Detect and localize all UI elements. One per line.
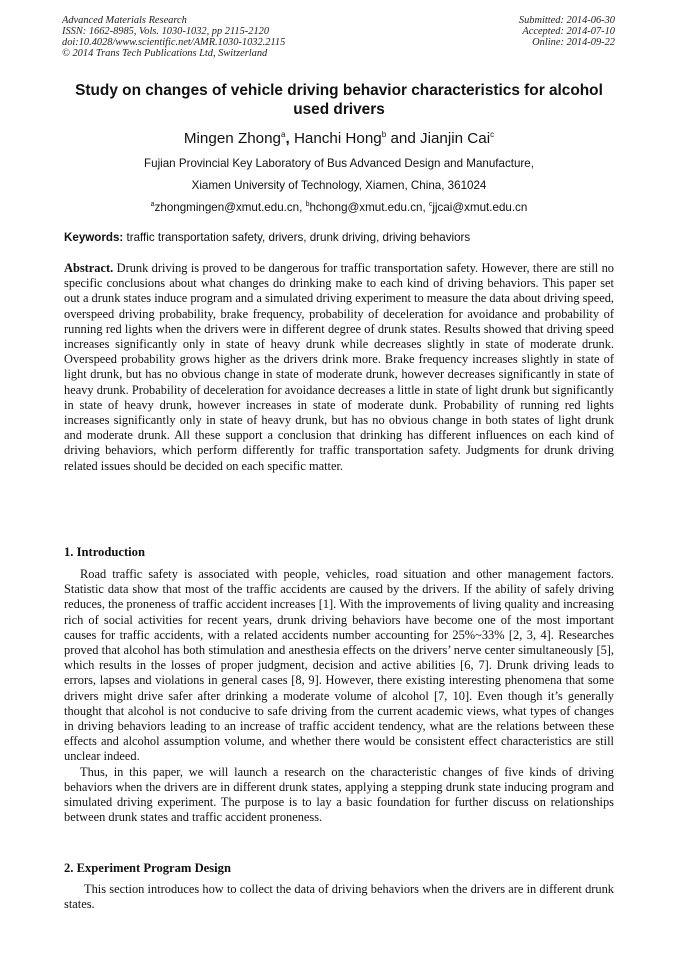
journal-name: Advanced Materials Research <box>62 15 187 26</box>
journal-info <box>62 15 285 59</box>
experiment-body <box>64 882 614 912</box>
abstract-text: Drunk driving is proved to be dangerous for traffic transportation safety. However, there are still no specific conclusions about what changes do drinking make to each kind of driving behaviors. This paper set out a drunk states induce program and a simulated driving experiment to measure the data about driving speed, overspeed driving probability, brake frequency, probability of deceleration for avoidance and probability of running red lights when the drivers were in different degree of drunk states. Results showed that driving speed increases significantly only in state of heavy drunk while decreases slightly in state of moderate drunk. Overspeed probability grows higher as the drivers drink more. Brake frequency increases slightly in state of light drunk, but has no obvious change in state of moderate drunk, however decreases significantly in state of heavy drunk. Probability of deceleration for avoidance decreases a little in state of light drunk but significantly in state of heavy drunk, however increases in state of moderate dunk. Probability of running red lights increases significantly only in state of heavy drunk, but has no obvious change in both states of light drunk and moderate drunk. All these support a conclusion that drinking has different influences on each kind of driving behaviors, which perform differently for traffic transportation safety. Judgments for drunk driving related issues should be decided on each specific matter. <box>64 261 614 473</box>
email-address[interactable]: zhongmingen@xmut.edu.cn, <box>154 201 303 214</box>
email-mark: b <box>305 201 310 208</box>
publication-dates <box>519 15 615 48</box>
author-name: Jianjin Cai <box>420 130 491 147</box>
paragraph: This section introduces how to collect the data of driving behaviors when the drivers are in different drunk states. <box>64 882 614 912</box>
author-separator: and <box>390 130 416 147</box>
issn-line: ISSN: 1662-8985, Vols. 1030-1032, pp 2115-2120 <box>62 26 270 38</box>
keywords-label: Keywords: <box>64 231 124 244</box>
introduction-body <box>64 567 614 825</box>
author-name: Mingen Zhong <box>183 130 282 147</box>
email-address[interactable]: jjcai@xmut.edu.cn <box>432 201 528 214</box>
author-affil-mark: c <box>490 130 495 139</box>
author-emails <box>60 201 618 215</box>
doi-line: doi:10.4028/www.scientific.net/AMR.1030-1032.2115 <box>62 37 286 49</box>
section-heading-experiment: 2. Experiment Program Design <box>64 861 231 875</box>
email-mark: a <box>150 201 155 208</box>
author-name: Hanchi Hong <box>293 130 382 147</box>
keywords <box>64 231 616 245</box>
email-address[interactable]: hchong@xmut.edu.cn, <box>309 201 426 214</box>
section-heading-introduction: 1. Introduction <box>64 545 145 559</box>
accepted-date: Accepted: 2014-07-10 <box>522 26 615 38</box>
affiliation-line: Xiamen University of Technology, Xiamen, China, 361024 <box>191 179 487 192</box>
paragraph: Thus, in this paper, we will launch a research on the characteristic changes of five kinds of driving behaviors when the drivers are in different drunk states, applying a stepping drunk state inducing program and simulated driving experiment. The purpose is to lay a basic foundation for further discuss on relationships between drunk states and traffic accident proneness. <box>64 764 614 825</box>
author-list <box>60 129 618 149</box>
author-affil-mark: b <box>381 130 387 139</box>
paragraph: Road traffic safety is associated with people, vehicles, road situation and other management factors. Statistic data show that most of the traffic accidents are caused by the drivers. If the ability of safely driving reduces, the proneness of traffic accident increases [1]. With the improvements of living quality and increasing rich of social activities for recent years, drunk driving behaviors have become one of the most important causes for traffic accidents, with a related accidents number accounting for 25%~33% [2, 3, 4]. Researches proved that alcohol has both stimulation and anesthesia effects on the drivers’ nerve center simultaneously [5], which results in the losses of proper judgment, decision and active abilities [6, 7]. Drunk driving leads to errors, lapses and violations in general cases [8, 9]. However, there existing interesting phenomena that some drivers might drive safer after drinking a moderate volume of alcohol [7, 10]. Even though it’s generally thought that alcohol is not conducive to safe driving from the current academic views, what types of changes in driving behaviors leading to an increase of traffic accident tendency, what are the relations between these effects and alcohol assumption volume, and whether there would be consistent effect characteristics are still unclear indeed. <box>64 567 614 764</box>
keywords-text: traffic transportation safety, drivers, drunk driving, driving behaviors <box>126 231 471 244</box>
copyright-line: © 2014 Trans Tech Publications Ltd, Switzerland <box>62 48 268 60</box>
email-mark: c <box>428 201 433 208</box>
author-affil-mark: a <box>281 130 286 139</box>
submitted-date: Submitted: 2014-06-30 <box>518 15 615 26</box>
online-date: Online: 2014-09-22 <box>532 37 615 49</box>
author-separator: , <box>285 130 290 147</box>
affiliation-line: Fujian Provincial Key Laboratory of Bus Advanced Design and Manufacture, <box>144 157 534 170</box>
abstract <box>64 261 614 474</box>
abstract-label: Abstract. <box>64 261 114 275</box>
paper-title: Study on changes of vehicle driving behavior characteristics for alcohol used drivers <box>75 82 603 118</box>
